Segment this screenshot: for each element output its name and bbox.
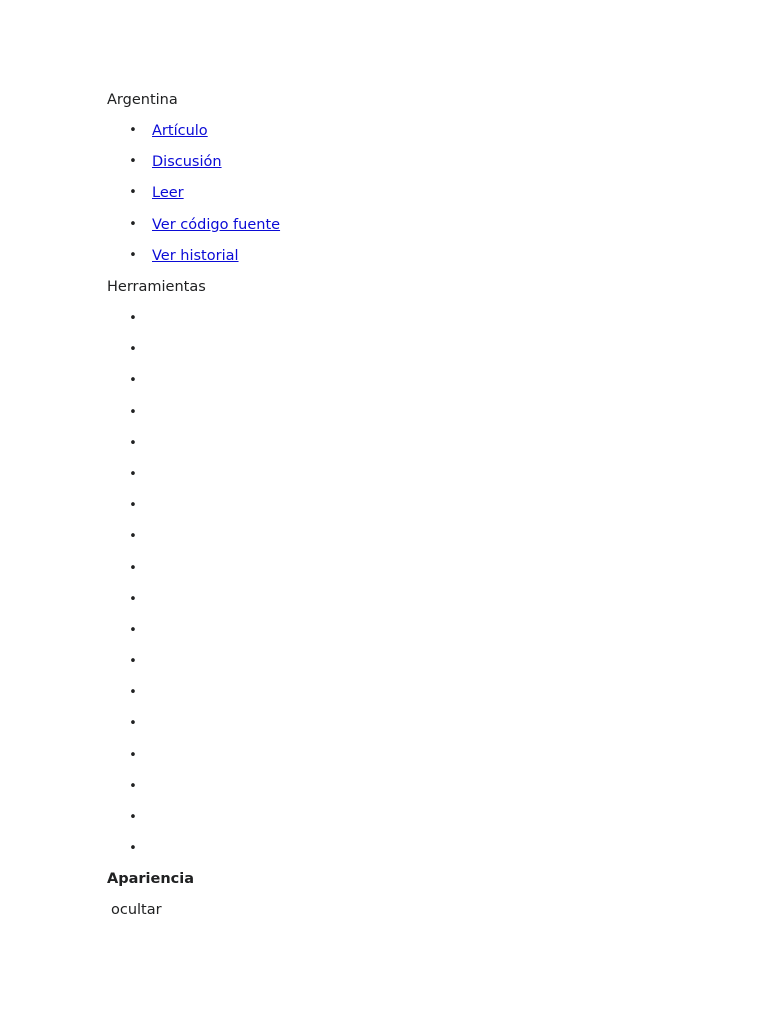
tools-list-item — [107, 465, 152, 496]
bullet-icon: • — [129, 716, 137, 732]
bullet-icon: • — [129, 591, 137, 607]
menu-item-view-history — [107, 246, 280, 277]
view-source-link[interactable]: Ver código fuente — [152, 216, 281, 233]
hide-appearance-button[interactable]: ocultar — [111, 902, 162, 918]
bullet-icon: • — [129, 685, 137, 701]
views-menu — [107, 121, 280, 277]
bullet-icon: • — [129, 466, 137, 482]
tools-list-item — [107, 714, 152, 745]
read-link[interactable]: Leer — [152, 185, 184, 202]
bullet-icon: • — [129, 747, 137, 763]
tools-list-item — [107, 403, 152, 434]
menu-item-article — [107, 121, 280, 152]
tools-list-item — [107, 434, 152, 465]
view-history-link[interactable]: Ver historial — [152, 247, 239, 264]
tools-menu — [107, 309, 152, 870]
bullet-icon: • — [129, 654, 137, 670]
menu-item-discussion — [107, 152, 280, 183]
tools-list-item — [107, 746, 152, 777]
article-link[interactable]: Artículo — [152, 123, 208, 139]
bullet-icon: • — [129, 311, 137, 326]
bullet-icon: • — [129, 498, 137, 514]
bullet-icon: • — [129, 154, 137, 170]
tools-list-item — [107, 496, 152, 527]
tools-list-item — [107, 340, 152, 371]
bullet-icon: • — [129, 216, 137, 232]
tools-list-item — [107, 559, 152, 590]
tools-list-item — [107, 839, 152, 870]
tools-list-item — [107, 371, 152, 402]
bullet-icon: • — [129, 778, 137, 794]
bullet-icon: • — [129, 529, 137, 545]
menu-item-view-source — [107, 215, 280, 246]
tools-list-item — [107, 621, 152, 652]
menu-item-read — [107, 183, 280, 214]
bullet-icon: • — [129, 342, 137, 358]
bullet-icon: • — [129, 435, 137, 451]
tools-list-item — [107, 808, 152, 839]
tools-list-item — [107, 683, 152, 714]
tools-list-item — [107, 590, 152, 621]
tools-list-item — [107, 309, 152, 340]
bullet-icon: • — [129, 622, 137, 638]
bullet-icon: • — [129, 841, 137, 857]
tools-list-item — [107, 777, 152, 808]
tools-list-item — [107, 527, 152, 558]
appearance-heading: Apariencia — [107, 871, 195, 887]
tools-list-item — [107, 652, 152, 683]
bullet-icon: • — [129, 373, 137, 389]
bullet-icon: • — [129, 560, 137, 576]
bullet-icon: • — [129, 123, 137, 138]
bullet-icon: • — [129, 247, 137, 263]
bullet-icon: • — [129, 185, 137, 201]
bullet-icon: • — [129, 810, 137, 825]
bullet-icon: • — [129, 404, 137, 420]
namespace-label: Argentina — [107, 92, 178, 108]
discussion-link[interactable]: Discusión — [152, 154, 222, 171]
tools-heading: Herramientas — [107, 279, 206, 295]
